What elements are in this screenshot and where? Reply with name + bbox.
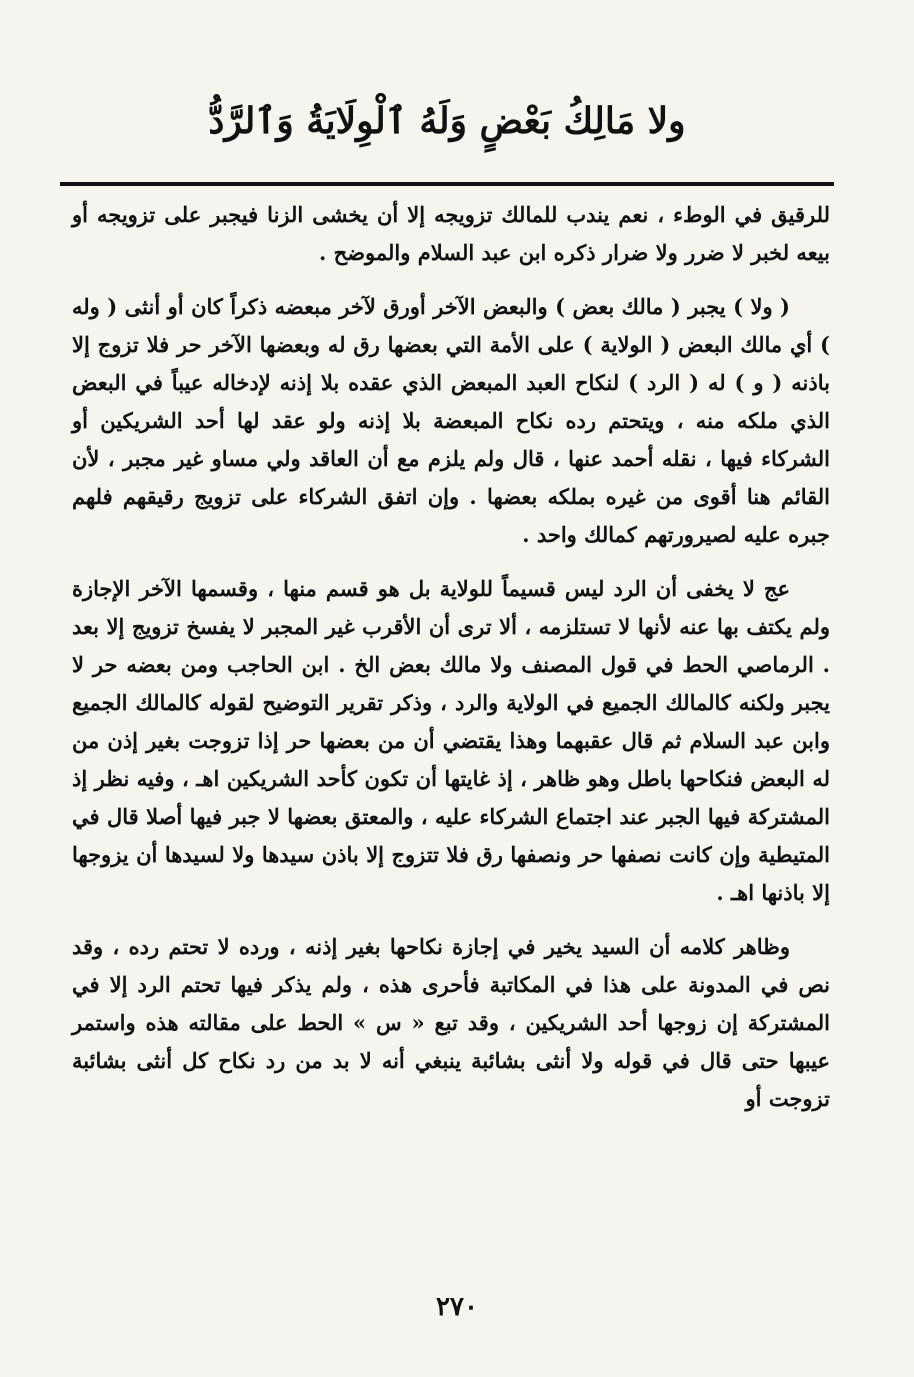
paragraph: للرقيق في الوطء ، نعم يندب للمالك تزويجه إلا أن يخشى الزنا فيجبر على تزويجه أو بيعه لخبر لا ضرر ولا ضرار ذكره ابن عبد السلام والموضح .	[72, 202, 830, 265]
paragraph: وظاهر كلامه أن السيد يخير في إجازة نكاحها بغير إذنه ، ورده لا تحتم رده ، وقد نص في المدونة على هذا في المكاتبة فأحرى هذه ، ولم يذكر فيها تحتم الرد إلا في المشتركة إن زوجها أحد الشريكين ، وقد تبع « س » الحط على مقالته هذه واستمر عيبها حتى قال في قوله ولا أنثى بشائبة ينبغي أنه لا بد من رد نكاح كل أنثى بشائبة تزوجت أو	[72, 934, 830, 1111]
body-text	[72, 196, 830, 1134]
header-rule	[60, 182, 834, 186]
paragraph: عج لا يخفى أن الرد ليس قسيماً للولاية بل هو قسم منها ، وقسمها الآخر الإجازة ولم يكتف بها عنه لأنها لا تستلزمه ، ألا ترى أن الأقرب غير المجبر لا يفسخ تزويج إلا بعد . الرماصي الحط في قول المصنف ولا مالك بعض الخ . ابن الحاجب ومن بعضه حر لا يجبر ولكنه كالمالك الجميع في الولاية والرد ، وذكر تقرير التوضيح لقوله كالمالك الجميع وابن عبد السلام ثم قال عقبهما وهذا يقتضي أن من بعضها حر إذا تزوجت بغير إذن من له البعض فنكاحها باطل وهو ظاهر ، إذ غايتها أن تكون كأحد الشريكين اهـ ، وفيه نظر إذ المشتركة فيها الجبر عند اجتماع الشركاء عليه ، والمعتق بعضها لا جبر فيها أصلا قال في المتيطية وإن كانت نصفها حر ونصفها رق فلا تتزوج إلا باذن سيدها ولا لسيدها أن يزوجها إلا باذنها اهـ .	[72, 576, 830, 905]
paragraph: ( ولا ) يجبر ( مالك بعض ) والبعض الآخر أورق لآخر مبعضه ذكراً كان أو أنثى ( وله ) أي مالك البعض ( الولاية ) على الأمة التي بعضها رق له وبعضها الآخر حر فلا تزوج إلا باذنه ( و ) له ( الرد ) لنكاح العبد المبعض الذي عقده بلا إذنه لإدخاله عيباً في البعض الذي ملكه منه ، ويتحتم رده نكاح المبعضة بلا إذنه ولو عقد لها أحد الشريكين أو الشركاء فيها ، نقله أحمد عنها ، قال ولم يلزم مع أن العاقد ولي مساو غير مجبر ، لأن القائم هنا أقوى من غيره بملكه بعضها . وإن اتفق الشركاء على تزويج رقيقهم فلهم جبره عليه لصيرورتهم كمالك واحد .	[72, 294, 830, 547]
page-number: ٢٧٠	[436, 1292, 478, 1322]
running-header: ولا مَالِكُ بَعْضٍ وَلَهُ ٱلْوِلَايَةُ وَٱلرَّدُّ	[208, 100, 686, 142]
